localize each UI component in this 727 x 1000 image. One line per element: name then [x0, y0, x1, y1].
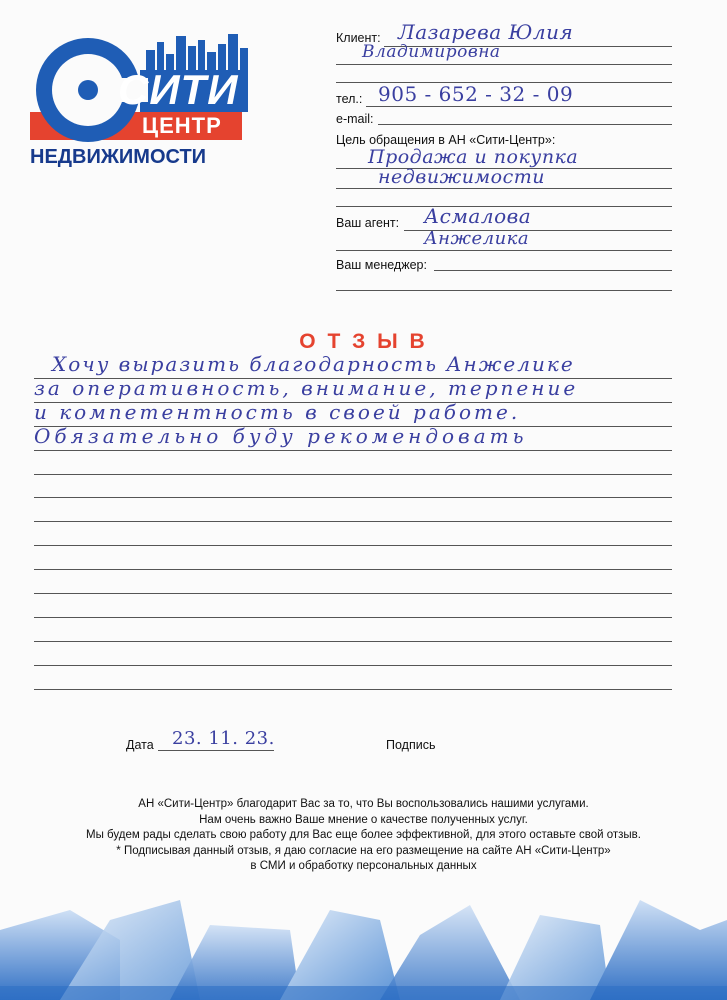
- review-line-3: и компетентность в своей работе.: [34, 400, 521, 424]
- purpose-label: Цель обращения в АН «Сити-Центр»:: [336, 133, 556, 147]
- logo-text-center: ЦЕНТР: [142, 113, 222, 138]
- review-line-1: Хочу выразить благодарность Анжелике: [52, 352, 575, 376]
- footer-line-2: Нам очень важно Ваше мнение о качестве полученных услуг.: [199, 813, 528, 826]
- logo-text-city: СИТИ: [118, 66, 239, 113]
- decorative-city-graphic: [0, 890, 727, 1000]
- email-label: e-mail:: [336, 112, 374, 126]
- manager-label: Ваш менеджер:: [336, 258, 427, 272]
- purpose-value-line1: Продажа и покупка: [368, 146, 579, 168]
- purpose-value-line2: недвижимости: [378, 166, 546, 188]
- client-label: Клиент:: [336, 31, 381, 45]
- footer-line-3: Мы будем рады сделать свою работу для Вас еще более эффективной, для этого оставьте свой отзыв.: [86, 829, 641, 841]
- review-line-4: Обязательно буду рекомендовать: [34, 424, 528, 448]
- footer-line-1: АН «Сити-Центр» благодарит Вас за то, что Вы воспользовались нашими услугами.: [138, 798, 589, 810]
- signature-label: Подпись: [386, 738, 436, 752]
- agent-value-line1: Асмалова: [424, 204, 532, 228]
- client-name-line1: Лазарева Юлия: [398, 20, 574, 44]
- footer-text: [0, 797, 727, 875]
- logo-text-realty: НЕДВИЖИМОСТИ: [30, 146, 207, 168]
- client-name-line2: Владимировна: [362, 42, 501, 62]
- phone-label: тел.:: [336, 92, 363, 106]
- date-label: Дата: [126, 738, 154, 752]
- date-value: 23. 11. 23.: [172, 728, 275, 749]
- agent-label: Ваш агент:: [336, 216, 400, 230]
- phone-value: 905 - 652 - 32 - 09: [378, 82, 574, 106]
- footer-line-4: * Подписывая данный отзыв, я даю согласие на его размещение на сайте АН «Сити-Центр»: [116, 844, 611, 857]
- agent-value-line2: Анжелика: [424, 228, 530, 249]
- footer-line-5: в СМИ и обработку персональных данных: [250, 860, 477, 872]
- review-line-2: за оперативность, внимание, терпение: [34, 376, 579, 400]
- review-title: О Т З Ы В: [299, 330, 428, 353]
